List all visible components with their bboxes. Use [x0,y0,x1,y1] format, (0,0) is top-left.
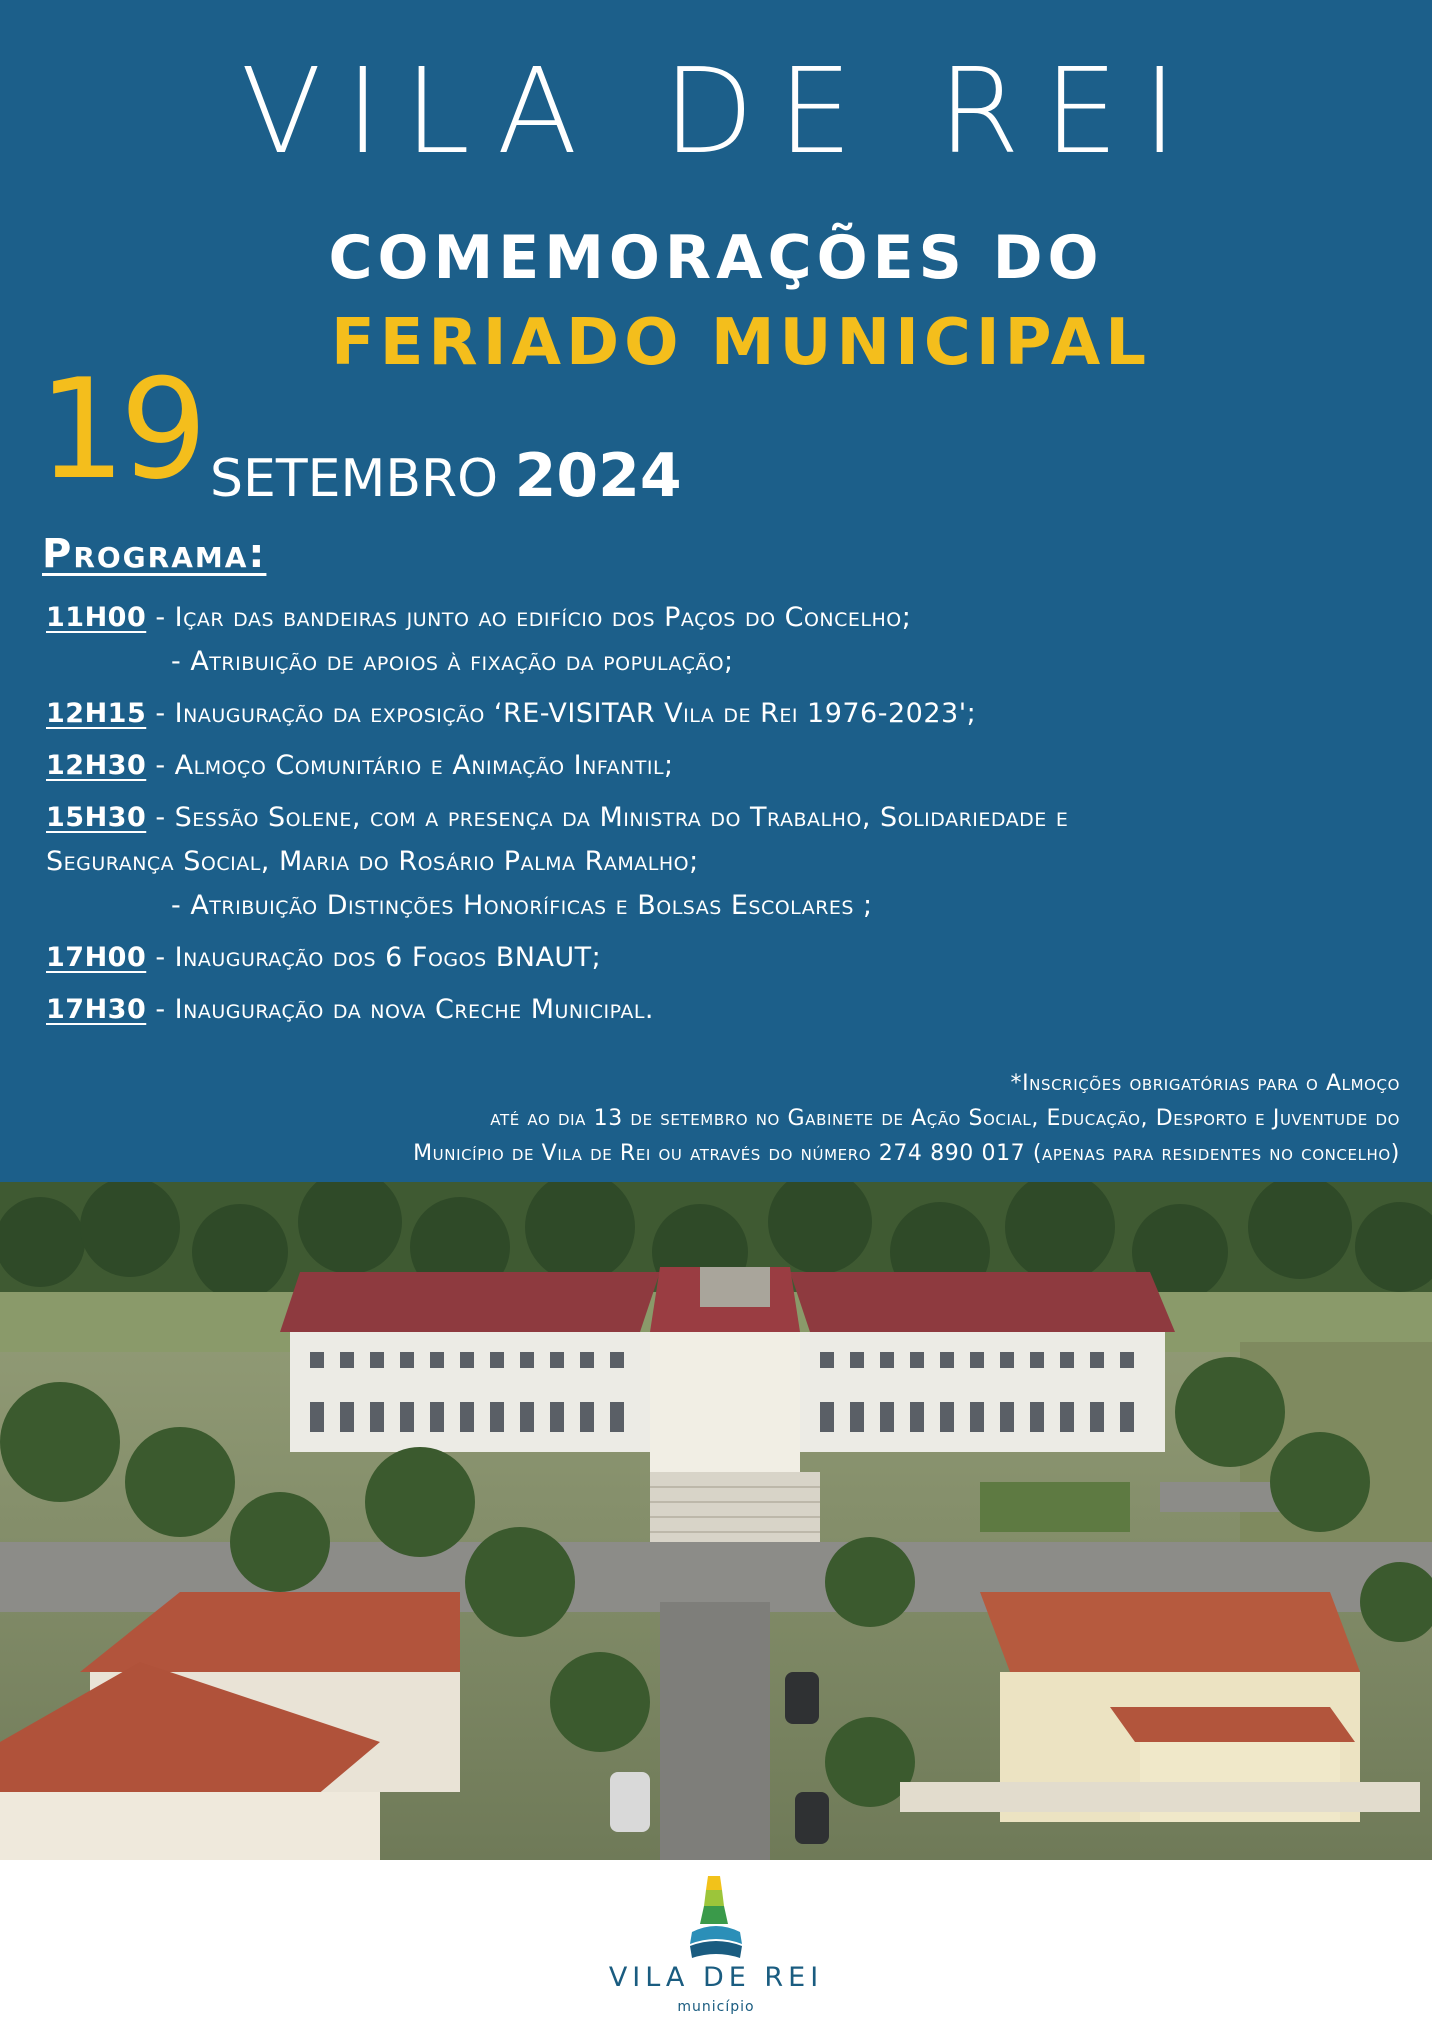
program-item [46,988,1406,1032]
program-time: 12H30 [46,750,147,781]
program-text: - Almoço Comunitário e Animação Infantil; [146,750,674,781]
aerial-town-hall-photo [0,1182,1432,1860]
subtitle-municipal-holiday: FERIADO MUNICIPAL [330,306,1152,380]
event-month: SETEMBRO [210,449,499,509]
program-item [46,596,1406,640]
program-text: - Atribuição Distinções Honoríficas e Bolsas Escolares ; [171,890,873,921]
note-line: até ao dia 13 de setembro no Gabinete de Ação Social, Educação, Desporto e Juventude do [490,1106,1400,1131]
note-line: *Inscrições obrigatórias para o Almoço [1010,1071,1400,1096]
program-item [46,692,1406,736]
photo-illustration [0,1182,1432,1860]
program-item [46,936,1406,980]
event-month-year [210,443,682,512]
program-item [46,840,1406,884]
program-item [46,796,1406,840]
program-text: - Sessão Solene, com a presença da Ministra do Trabalho, Solidariedade e [146,802,1069,833]
vila-de-rei-logo-icon [686,1872,746,1962]
program-time: 15H30 [46,802,147,833]
program-item [46,640,1406,684]
note-line: Município de Vila de Rei ou através do número 274 890 017 (apenas para residentes no concelho) [413,1141,1400,1166]
logo-name: VILA DE REI [608,1962,824,1993]
program-item [46,744,1406,788]
registration-note [100,1066,1400,1171]
program-time: 11H00 [46,602,147,633]
program-text: - Içar das bandeiras junto ao edifício dos Paços do Concelho; [146,602,912,633]
event-day: 19 [38,349,202,510]
program-item [46,884,1406,928]
program-text: - Inauguração da exposição ‘RE-VISITAR Vila de Rei 1976-2023'; [146,698,977,729]
footer-logo [0,1862,1432,2024]
program-time: 17H30 [46,994,147,1025]
program-text: - Inauguração da nova Creche Municipal. [146,994,654,1025]
program-text: - Atribuição de apoios à fixação da população; [171,646,734,677]
subtitle-commemorations: COMEMORAÇÕES DO [328,223,1104,293]
program-time: 12H15 [46,698,147,729]
event-year: 2024 [514,441,682,511]
program-list [46,596,1406,1032]
main-title: VILA DE REI [240,42,1202,180]
program-time: 17H00 [46,942,147,973]
program-text: Segurança Social, Maria do Rosário Palma Ramalho; [46,846,699,877]
logo-subtitle: município [677,1999,755,2015]
program-heading: Programa: [42,531,267,577]
program-text: - Inauguração dos 6 Fogos BNAUT; [146,942,602,973]
